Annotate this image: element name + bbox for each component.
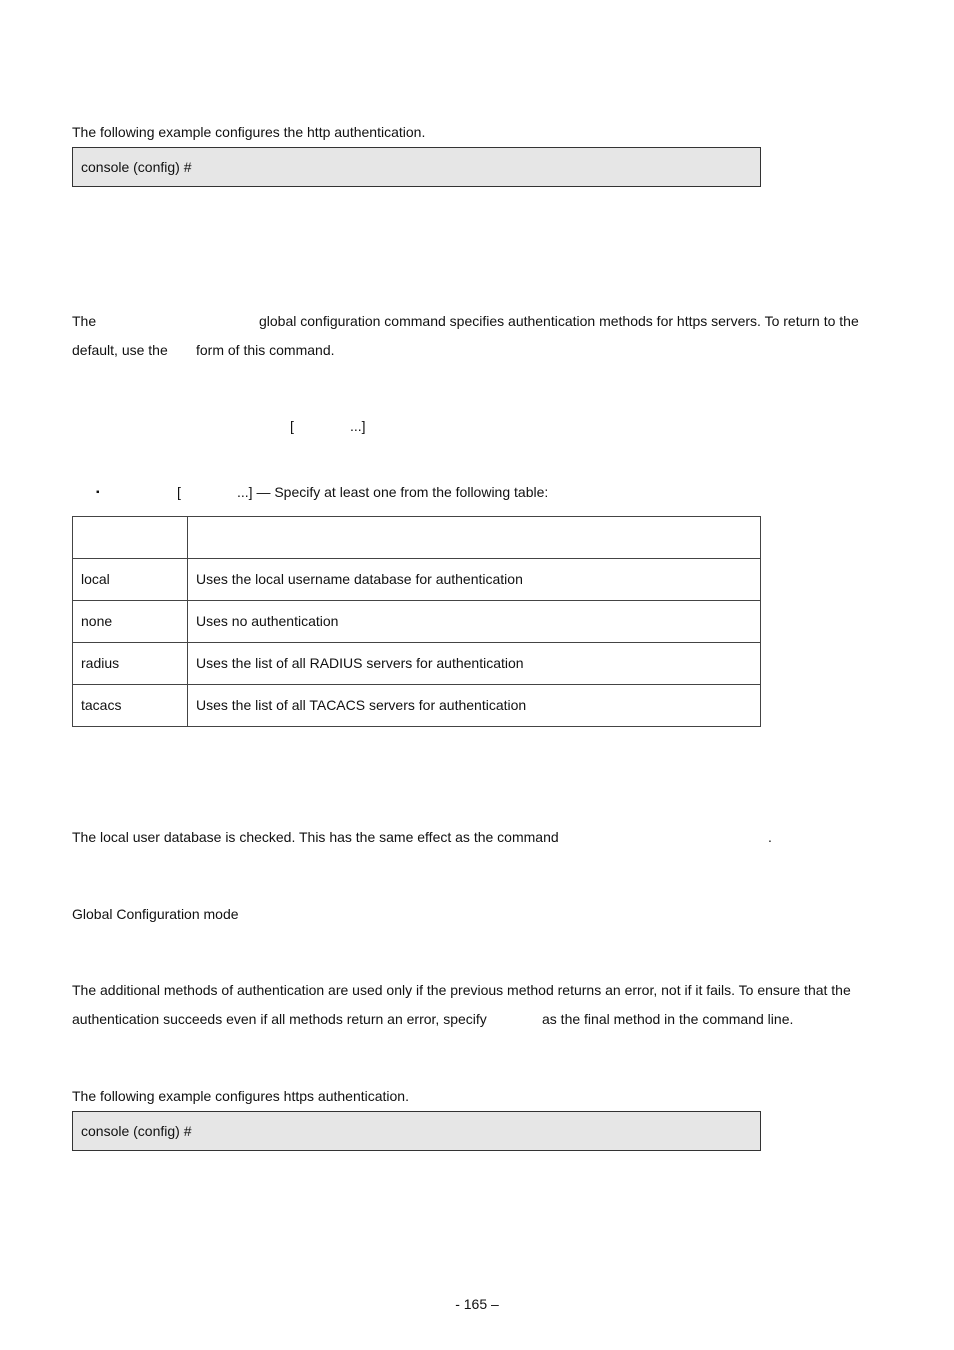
method-keyword: local xyxy=(73,559,188,601)
method-description: Uses the local username database for authentication xyxy=(188,559,761,601)
page-number: - 165 – xyxy=(455,1296,499,1312)
parameter-open-bracket: [ xyxy=(177,484,181,500)
command-mode-text: Global Configuration mode xyxy=(72,906,239,922)
http-example-intro: The following example configures the http authentication. xyxy=(72,124,426,140)
parameter-description: ...] — Specify at least one from the following table: xyxy=(237,484,549,500)
http-example-code-box xyxy=(72,147,761,187)
authentication-methods-table xyxy=(72,516,761,727)
syntax-ellipsis: ...] xyxy=(350,418,366,434)
table-row xyxy=(73,559,761,601)
method-keyword: tacacs xyxy=(73,685,188,727)
description-line2-start: default, use the xyxy=(72,342,168,358)
description-line1-start: The xyxy=(72,313,97,329)
http-example-code: console (config) # xyxy=(81,159,192,175)
default-behavior-period: . xyxy=(768,829,772,845)
method-description: Uses the list of all TACACS servers for authentication xyxy=(188,685,761,727)
https-example-code-box xyxy=(72,1111,761,1151)
header-description-cell xyxy=(188,517,761,559)
method-keyword: none xyxy=(73,601,188,643)
table-header-row xyxy=(73,517,761,559)
syntax-open-bracket: [ xyxy=(290,418,294,434)
user-guidelines-line2-end: as the final method in the command line. xyxy=(542,1011,794,1027)
header-keyword-cell xyxy=(73,517,188,559)
table-row xyxy=(73,643,761,685)
default-behavior-text: The local user database is checked. This has the same effect as the command xyxy=(72,829,559,845)
description-line2-end: form of this command. xyxy=(196,342,335,358)
https-example-intro: The following example configures https authentication. xyxy=(72,1088,409,1104)
method-keyword: radius xyxy=(73,643,188,685)
user-guidelines-line2-start: authentication succeeds even if all methods return an error, specify xyxy=(72,1011,487,1027)
user-guidelines-line1: The additional methods of authentication are used only if the previous method returns an error, not if it fails. To ensure that the xyxy=(72,982,851,998)
table-row xyxy=(73,601,761,643)
table-row xyxy=(73,685,761,727)
method-description: Uses no authentication xyxy=(188,601,761,643)
parameter-bullet: ▪ xyxy=(96,487,100,498)
https-example-code: console (config) # xyxy=(81,1123,192,1139)
description-line1-end: global configuration command specifies authentication methods for https servers. To return to the xyxy=(259,313,859,329)
method-description: Uses the list of all RADIUS servers for authentication xyxy=(188,643,761,685)
